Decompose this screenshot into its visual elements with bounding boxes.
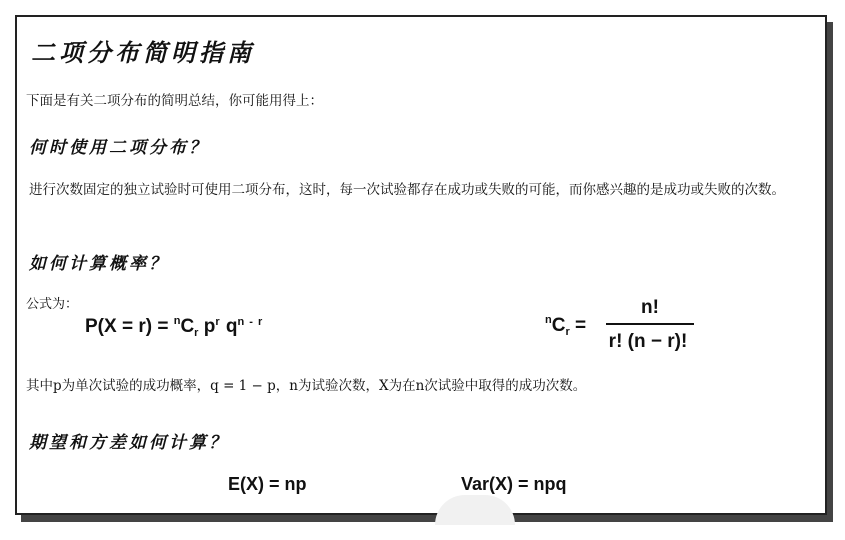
formula-p: p <box>198 316 216 337</box>
page-title: 二项分布简明指南 <box>31 39 255 67</box>
combination-c: C <box>551 315 566 336</box>
combination-fraction <box>606 297 694 353</box>
formula-n-minus-r-exponent: n - r <box>237 316 264 328</box>
fraction-denominator: r! (n − r)! <box>608 331 688 352</box>
section-heading-when: 何时使用二项分布？ <box>29 138 209 158</box>
combination-equals: = <box>569 315 587 336</box>
formula-combination-c: C <box>180 316 195 337</box>
fraction-bar <box>606 323 694 325</box>
probability-formula <box>85 315 263 339</box>
watermark <box>435 495 515 525</box>
formula-r-subscript: r <box>194 327 199 339</box>
formula-note: 其中p为单次试验的成功概率，q = 1 − p，n为试验次数，X为在n次试验中取得的成功次数。 <box>26 378 587 394</box>
section-text-when: 进行次数固定的独立试验时可使用二项分布，这时，每一次试验都存在成功或失败的可能，而你感兴趣的是成功或失败的次数。 <box>29 182 785 198</box>
formula-label: 公式为： <box>26 297 79 312</box>
section-heading-calc: 如何计算概率？ <box>29 254 169 274</box>
section-heading-expect: 期望和方差如何计算？ <box>29 433 229 453</box>
formula-lhs: P(X = r) = <box>85 316 174 337</box>
fraction-numerator: n! <box>641 297 659 318</box>
combination-r-subscript: r <box>565 326 570 338</box>
formula-r-exponent: r <box>215 316 221 328</box>
binomial-guide-card <box>15 15 827 515</box>
formula-n-superscript: n <box>173 315 181 327</box>
intro-text: 下面是有关二项分布的简明总结，你可能用得上： <box>26 93 323 109</box>
combination-formula-lhs <box>545 314 586 338</box>
variance-formula: Var(X) = npq <box>461 474 567 494</box>
combination-n-superscript: n <box>545 314 552 326</box>
formula-q: q <box>220 316 238 337</box>
expectation-formula: E(X) = np <box>228 474 307 494</box>
